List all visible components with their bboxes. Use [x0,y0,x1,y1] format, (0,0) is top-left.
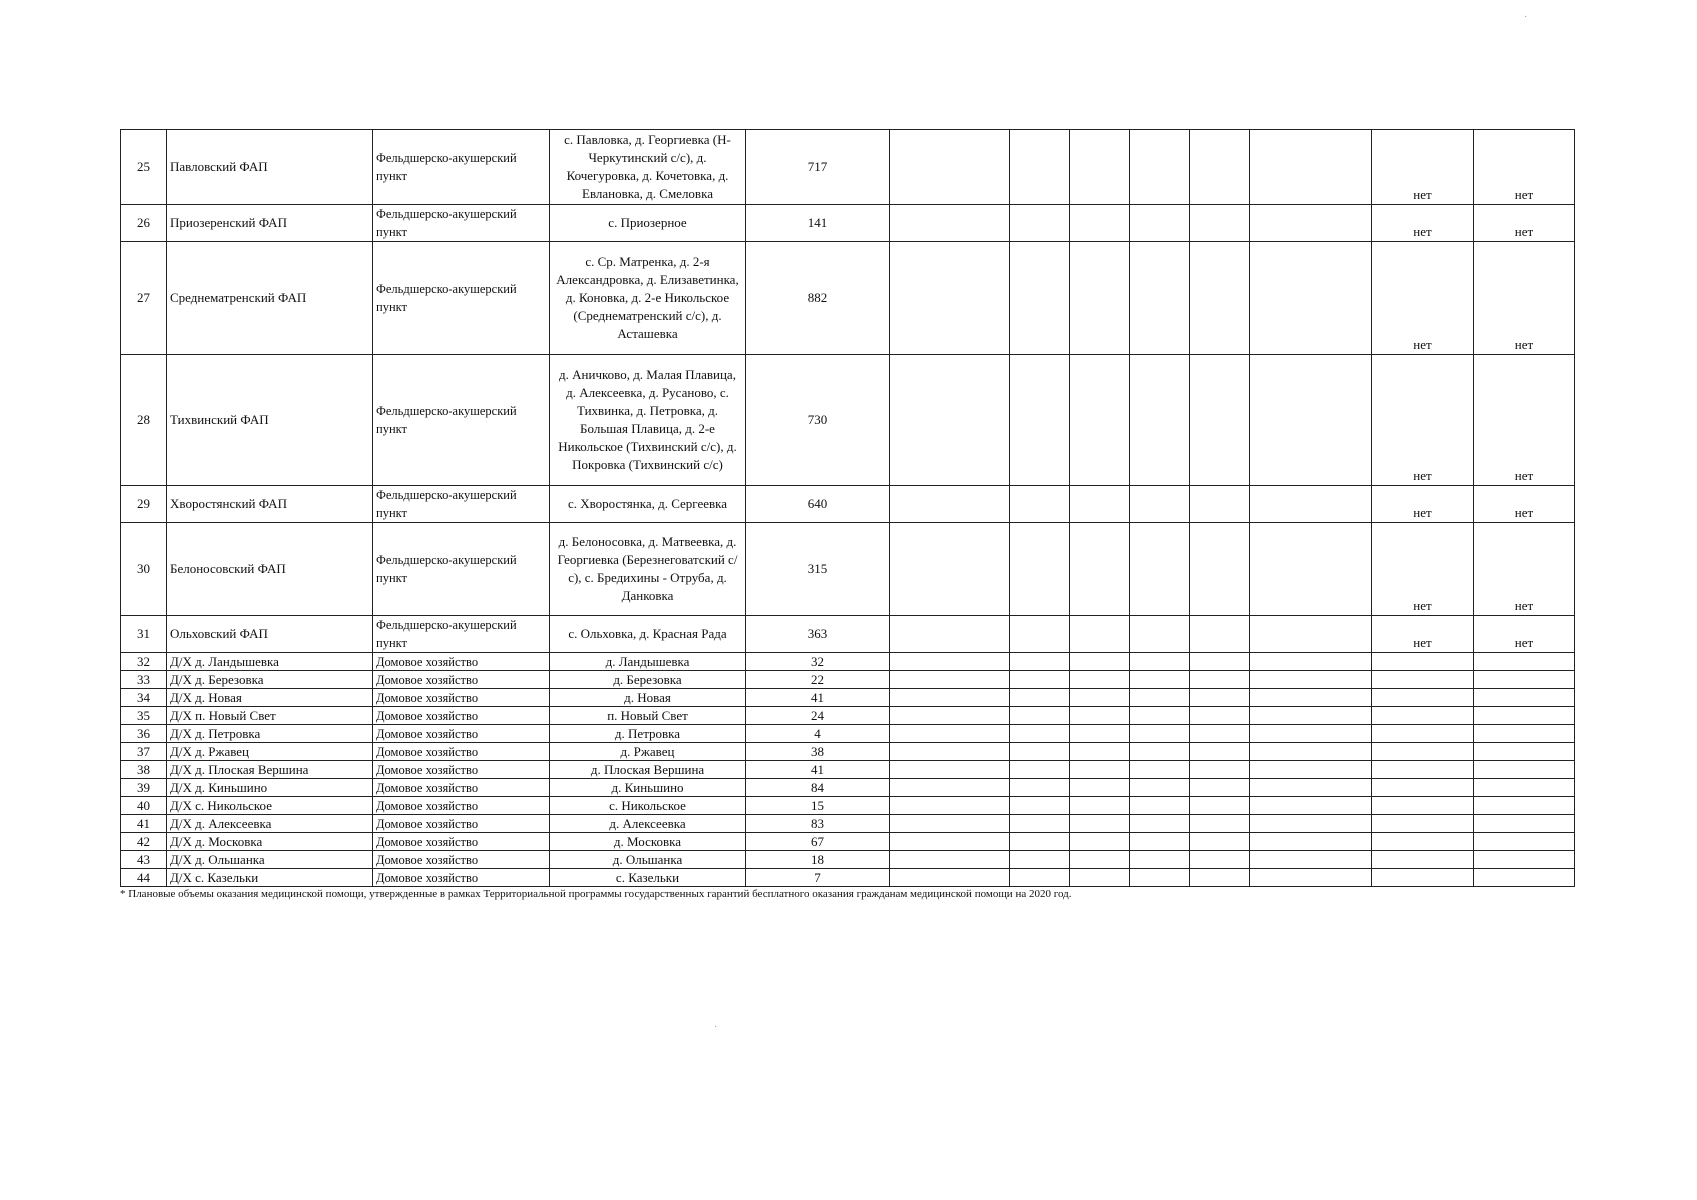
empty-cell [1130,205,1190,242]
facility-name: Приозеренский ФАП [167,205,373,242]
table-row [121,833,1575,851]
flag-cell-1 [1372,707,1474,725]
service-area: д. Плоская Вершина [550,761,746,779]
table-row [121,761,1575,779]
empty-cell [1070,779,1130,797]
service-area: д. Московка [550,833,746,851]
service-area: с. Ольховка, д. Красная Рада [550,616,746,653]
empty-cell [1130,851,1190,869]
facility-type: Домовое хозяйство [373,761,550,779]
facility-name: Д/Х д. Новая [167,689,373,707]
empty-cell [1250,205,1372,242]
flag-cell-2: нет [1474,242,1575,355]
facility-type: Фельдшерско-акушерский пункт [373,205,550,242]
flag-cell-1 [1372,815,1474,833]
empty-cell [1070,205,1130,242]
flag-cell-1 [1372,653,1474,671]
empty-cell [1130,797,1190,815]
population: 41 [746,761,890,779]
empty-cell [1250,523,1372,616]
table-row [121,355,1575,486]
row-number: 37 [121,743,167,761]
empty-cell [890,671,1010,689]
flag-cell-1 [1372,761,1474,779]
empty-cell [1250,486,1372,523]
flag-cell-2: нет [1474,523,1575,616]
empty-cell [1070,523,1130,616]
row-number: 36 [121,725,167,743]
empty-cell [1130,242,1190,355]
flag-cell-2 [1474,653,1575,671]
empty-cell [1130,779,1190,797]
empty-cell [1190,242,1250,355]
population: 18 [746,851,890,869]
row-number: 31 [121,616,167,653]
empty-cell [1070,707,1130,725]
empty-cell [1130,761,1190,779]
empty-cell [1250,761,1372,779]
empty-cell [1010,761,1070,779]
row-number: 30 [121,523,167,616]
empty-cell [1010,486,1070,523]
flag-cell-1: нет [1372,616,1474,653]
service-area: д. Петровка [550,725,746,743]
empty-cell [1010,616,1070,653]
flag-cell-2 [1474,815,1575,833]
table-row [121,797,1575,815]
facility-name: Д/Х д. Ржавец [167,743,373,761]
service-area: с. Казельки [550,869,746,887]
empty-cell [1070,725,1130,743]
row-number: 33 [121,671,167,689]
empty-cell [1010,743,1070,761]
service-area: д. Ржавец [550,743,746,761]
service-area: д. Березовка [550,671,746,689]
service-area: д. Аничково, д. Малая Плавица, д. Алексеевка, д. Русаново, с. Тихвинка, д. Петровка, д. Большая Плавица, д. 2-е Никольское (Тихвинский с/с), д. Покровка (Тихвинский с/с) [550,355,746,486]
service-area: д. Алексеевка [550,815,746,833]
empty-cell [1010,707,1070,725]
row-number: 27 [121,242,167,355]
service-area: с. Павловка, д. Георгиевка (Н-Черкутинский с/с), д. Кочегуровка, д. Кочетовка, д. Евлановка, д. Смеловка [550,130,746,205]
flag-cell-1: нет [1372,130,1474,205]
table-row [121,815,1575,833]
flag-cell-1 [1372,725,1474,743]
empty-cell [1070,761,1130,779]
empty-cell [1070,486,1130,523]
row-number: 42 [121,833,167,851]
empty-cell [1190,743,1250,761]
table-row [121,869,1575,887]
facility-name: Д/Х д. Плоская Вершина [167,761,373,779]
population: 7 [746,869,890,887]
empty-cell [1250,130,1372,205]
population: 717 [746,130,890,205]
facility-name: Ольховский ФАП [167,616,373,653]
empty-cell [1010,242,1070,355]
flag-cell-1 [1372,833,1474,851]
flag-cell-2 [1474,833,1575,851]
row-number: 39 [121,779,167,797]
empty-cell [1130,355,1190,486]
empty-cell [1190,523,1250,616]
table-row [121,743,1575,761]
population: 83 [746,815,890,833]
flag-cell-2 [1474,851,1575,869]
population: 24 [746,707,890,725]
empty-cell [1250,743,1372,761]
empty-cell [1250,707,1372,725]
scan-speck: · [714,1022,718,1033]
facility-type: Домовое хозяйство [373,653,550,671]
empty-cell [890,486,1010,523]
empty-cell [1010,523,1070,616]
flag-cell-2 [1474,869,1575,887]
empty-cell [890,689,1010,707]
empty-cell [1190,851,1250,869]
flag-cell-1: нет [1372,355,1474,486]
flag-cell-2: нет [1474,486,1575,523]
table-row [121,616,1575,653]
population: 84 [746,779,890,797]
facility-name: Д/Х п. Новый Свет [167,707,373,725]
empty-cell [1130,486,1190,523]
row-number: 34 [121,689,167,707]
table-row [121,653,1575,671]
empty-cell [1010,689,1070,707]
facility-type: Фельдшерско-акушерский пункт [373,616,550,653]
empty-cell [1010,851,1070,869]
empty-cell [1130,815,1190,833]
facility-type: Домовое хозяйство [373,743,550,761]
empty-cell [1130,869,1190,887]
empty-cell [1130,707,1190,725]
service-area: д. Ольшанка [550,851,746,869]
empty-cell [1190,833,1250,851]
empty-cell [1130,833,1190,851]
empty-cell [1010,779,1070,797]
empty-cell [1070,653,1130,671]
empty-cell [1190,671,1250,689]
table-row [121,851,1575,869]
empty-cell [1250,725,1372,743]
service-area: д. Киньшино [550,779,746,797]
table-row [121,779,1575,797]
empty-cell [1190,130,1250,205]
row-number: 40 [121,797,167,815]
flag-cell-2: нет [1474,205,1575,242]
flag-cell-1: нет [1372,523,1474,616]
empty-cell [1250,779,1372,797]
scan-speck: · [1524,12,1528,23]
row-number: 43 [121,851,167,869]
facility-type: Домовое хозяйство [373,707,550,725]
empty-cell [890,523,1010,616]
table-body [121,130,1575,887]
population: 730 [746,355,890,486]
empty-cell [1010,815,1070,833]
empty-cell [1250,833,1372,851]
empty-cell [890,653,1010,671]
empty-cell [1010,833,1070,851]
facility-type: Фельдшерско-акушерский пункт [373,355,550,486]
empty-cell [1190,797,1250,815]
empty-cell [1250,797,1372,815]
empty-cell [1070,671,1130,689]
empty-cell [1130,689,1190,707]
empty-cell [1070,851,1130,869]
facility-name: Д/Х д. Алексеевка [167,815,373,833]
population: 22 [746,671,890,689]
empty-cell [1250,355,1372,486]
empty-cell [1070,833,1130,851]
flag-cell-2 [1474,779,1575,797]
empty-cell [1130,743,1190,761]
empty-cell [1070,130,1130,205]
empty-cell [1190,725,1250,743]
empty-cell [890,743,1010,761]
flag-cell-1: нет [1372,205,1474,242]
empty-cell [1070,616,1130,653]
row-number: 38 [121,761,167,779]
population: 38 [746,743,890,761]
table-row [121,242,1575,355]
table-row [121,671,1575,689]
empty-cell [1250,653,1372,671]
flag-cell-2 [1474,761,1575,779]
facility-name: Д/Х д. Киньшино [167,779,373,797]
empty-cell [1010,205,1070,242]
facility-type: Фельдшерско-акушерский пункт [373,523,550,616]
empty-cell [1250,671,1372,689]
empty-cell [1190,486,1250,523]
facility-name: Белоносовский ФАП [167,523,373,616]
empty-cell [890,242,1010,355]
empty-cell [1190,707,1250,725]
empty-cell [1130,523,1190,616]
facility-type: Домовое хозяйство [373,797,550,815]
row-number: 41 [121,815,167,833]
facility-name: Д/Х д. Ландышевка [167,653,373,671]
facility-type: Домовое хозяйство [373,851,550,869]
flag-cell-2: нет [1474,616,1575,653]
facility-name: Д/Х д. Московка [167,833,373,851]
empty-cell [1190,653,1250,671]
empty-cell [1010,653,1070,671]
facility-name: Среднематренский ФАП [167,242,373,355]
facility-type: Домовое хозяйство [373,869,550,887]
flag-cell-1 [1372,689,1474,707]
flag-cell-1 [1372,743,1474,761]
empty-cell [1190,761,1250,779]
row-number: 35 [121,707,167,725]
population: 32 [746,653,890,671]
flag-cell-2 [1474,689,1575,707]
flag-cell-2 [1474,797,1575,815]
facility-name: Д/Х с. Казельки [167,869,373,887]
row-number: 28 [121,355,167,486]
empty-cell [1130,130,1190,205]
service-area: с. Ср. Матренка, д. 2-я Александровка, д. Елизаветинка, д. Коновка, д. 2-е Никольское (Среднематренский с/с), д. Асташевка [550,242,746,355]
empty-cell [1010,869,1070,887]
flag-cell-2 [1474,671,1575,689]
empty-cell [1250,815,1372,833]
facility-type: Домовое хозяйство [373,833,550,851]
empty-cell [1190,815,1250,833]
service-area: д. Белоносовка, д. Матвеевка, д. Георгиевка (Березнеговатский с/с), с. Бредихины - Отруба, д. Данковка [550,523,746,616]
empty-cell [890,761,1010,779]
empty-cell [1190,205,1250,242]
facility-type: Домовое хозяйство [373,725,550,743]
table-row [121,486,1575,523]
service-area: п. Новый Свет [550,707,746,725]
population: 363 [746,616,890,653]
empty-cell [890,797,1010,815]
population: 882 [746,242,890,355]
empty-cell [890,355,1010,486]
empty-cell [1070,689,1130,707]
empty-cell [1070,869,1130,887]
empty-cell [890,616,1010,653]
empty-cell [1070,797,1130,815]
empty-cell [890,869,1010,887]
facility-name: Д/Х д. Ольшанка [167,851,373,869]
empty-cell [1250,869,1372,887]
flag-cell-1 [1372,797,1474,815]
population: 315 [746,523,890,616]
population: 141 [746,205,890,242]
empty-cell [1250,616,1372,653]
empty-cell [1010,797,1070,815]
population: 640 [746,486,890,523]
flag-cell-2: нет [1474,130,1575,205]
row-number: 29 [121,486,167,523]
row-number: 26 [121,205,167,242]
facility-type: Фельдшерско-акушерский пункт [373,486,550,523]
flag-cell-1 [1372,671,1474,689]
table-row [121,725,1575,743]
empty-cell [1250,689,1372,707]
empty-cell [890,707,1010,725]
empty-cell [1250,851,1372,869]
empty-cell [1010,725,1070,743]
facility-name: Павловский ФАП [167,130,373,205]
flag-cell-1: нет [1372,242,1474,355]
population: 41 [746,689,890,707]
empty-cell [1010,355,1070,486]
empty-cell [1070,355,1130,486]
empty-cell [1010,130,1070,205]
table-row [121,523,1575,616]
row-number: 44 [121,869,167,887]
row-number: 32 [121,653,167,671]
flag-cell-2 [1474,725,1575,743]
flag-cell-1 [1372,869,1474,887]
empty-cell [1250,242,1372,355]
row-number: 25 [121,130,167,205]
facility-name: Хворостянский ФАП [167,486,373,523]
facility-type: Домовое хозяйство [373,689,550,707]
empty-cell [890,130,1010,205]
facility-name: Д/Х д. Петровка [167,725,373,743]
service-area: с. Хворостянка, д. Сергеевка [550,486,746,523]
population: 4 [746,725,890,743]
service-area: с. Приозерное [550,205,746,242]
population: 15 [746,797,890,815]
flag-cell-2 [1474,707,1575,725]
empty-cell [1070,242,1130,355]
empty-cell [890,779,1010,797]
facility-type: Домовое хозяйство [373,815,550,833]
empty-cell [1130,671,1190,689]
empty-cell [1190,616,1250,653]
empty-cell [1190,779,1250,797]
facility-type: Фельдшерско-акушерский пункт [373,242,550,355]
facility-name: Д/Х с. Никольское [167,797,373,815]
footnote: * Плановые объемы оказания медицинской помощи, утвержденные в рамках Территориальной программы государственных гарантий бесплатного оказания гражданам медицинской помощи на 2020 год. [120,888,1072,900]
service-area: с. Никольское [550,797,746,815]
flag-cell-1 [1372,851,1474,869]
flag-cell-2: нет [1474,355,1575,486]
empty-cell [1130,725,1190,743]
empty-cell [890,725,1010,743]
empty-cell [1130,616,1190,653]
flag-cell-1: нет [1372,486,1474,523]
service-area: д. Новая [550,689,746,707]
service-area: д. Ландышевка [550,653,746,671]
empty-cell [1070,743,1130,761]
facilities-table [120,129,1575,887]
empty-cell [1190,869,1250,887]
empty-cell [890,815,1010,833]
table-row [121,130,1575,205]
empty-cell [1070,815,1130,833]
facility-type: Домовое хозяйство [373,779,550,797]
facility-type: Домовое хозяйство [373,671,550,689]
facility-type: Фельдшерско-акушерский пункт [373,130,550,205]
table-row [121,707,1575,725]
flag-cell-1 [1372,779,1474,797]
empty-cell [890,851,1010,869]
table-row [121,205,1575,242]
empty-cell [1190,689,1250,707]
empty-cell [890,833,1010,851]
empty-cell [890,205,1010,242]
empty-cell [1010,671,1070,689]
facility-name: Тихвинский ФАП [167,355,373,486]
facility-name: Д/Х д. Березовка [167,671,373,689]
flag-cell-2 [1474,743,1575,761]
population: 67 [746,833,890,851]
empty-cell [1130,653,1190,671]
table-row [121,689,1575,707]
empty-cell [1190,355,1250,486]
